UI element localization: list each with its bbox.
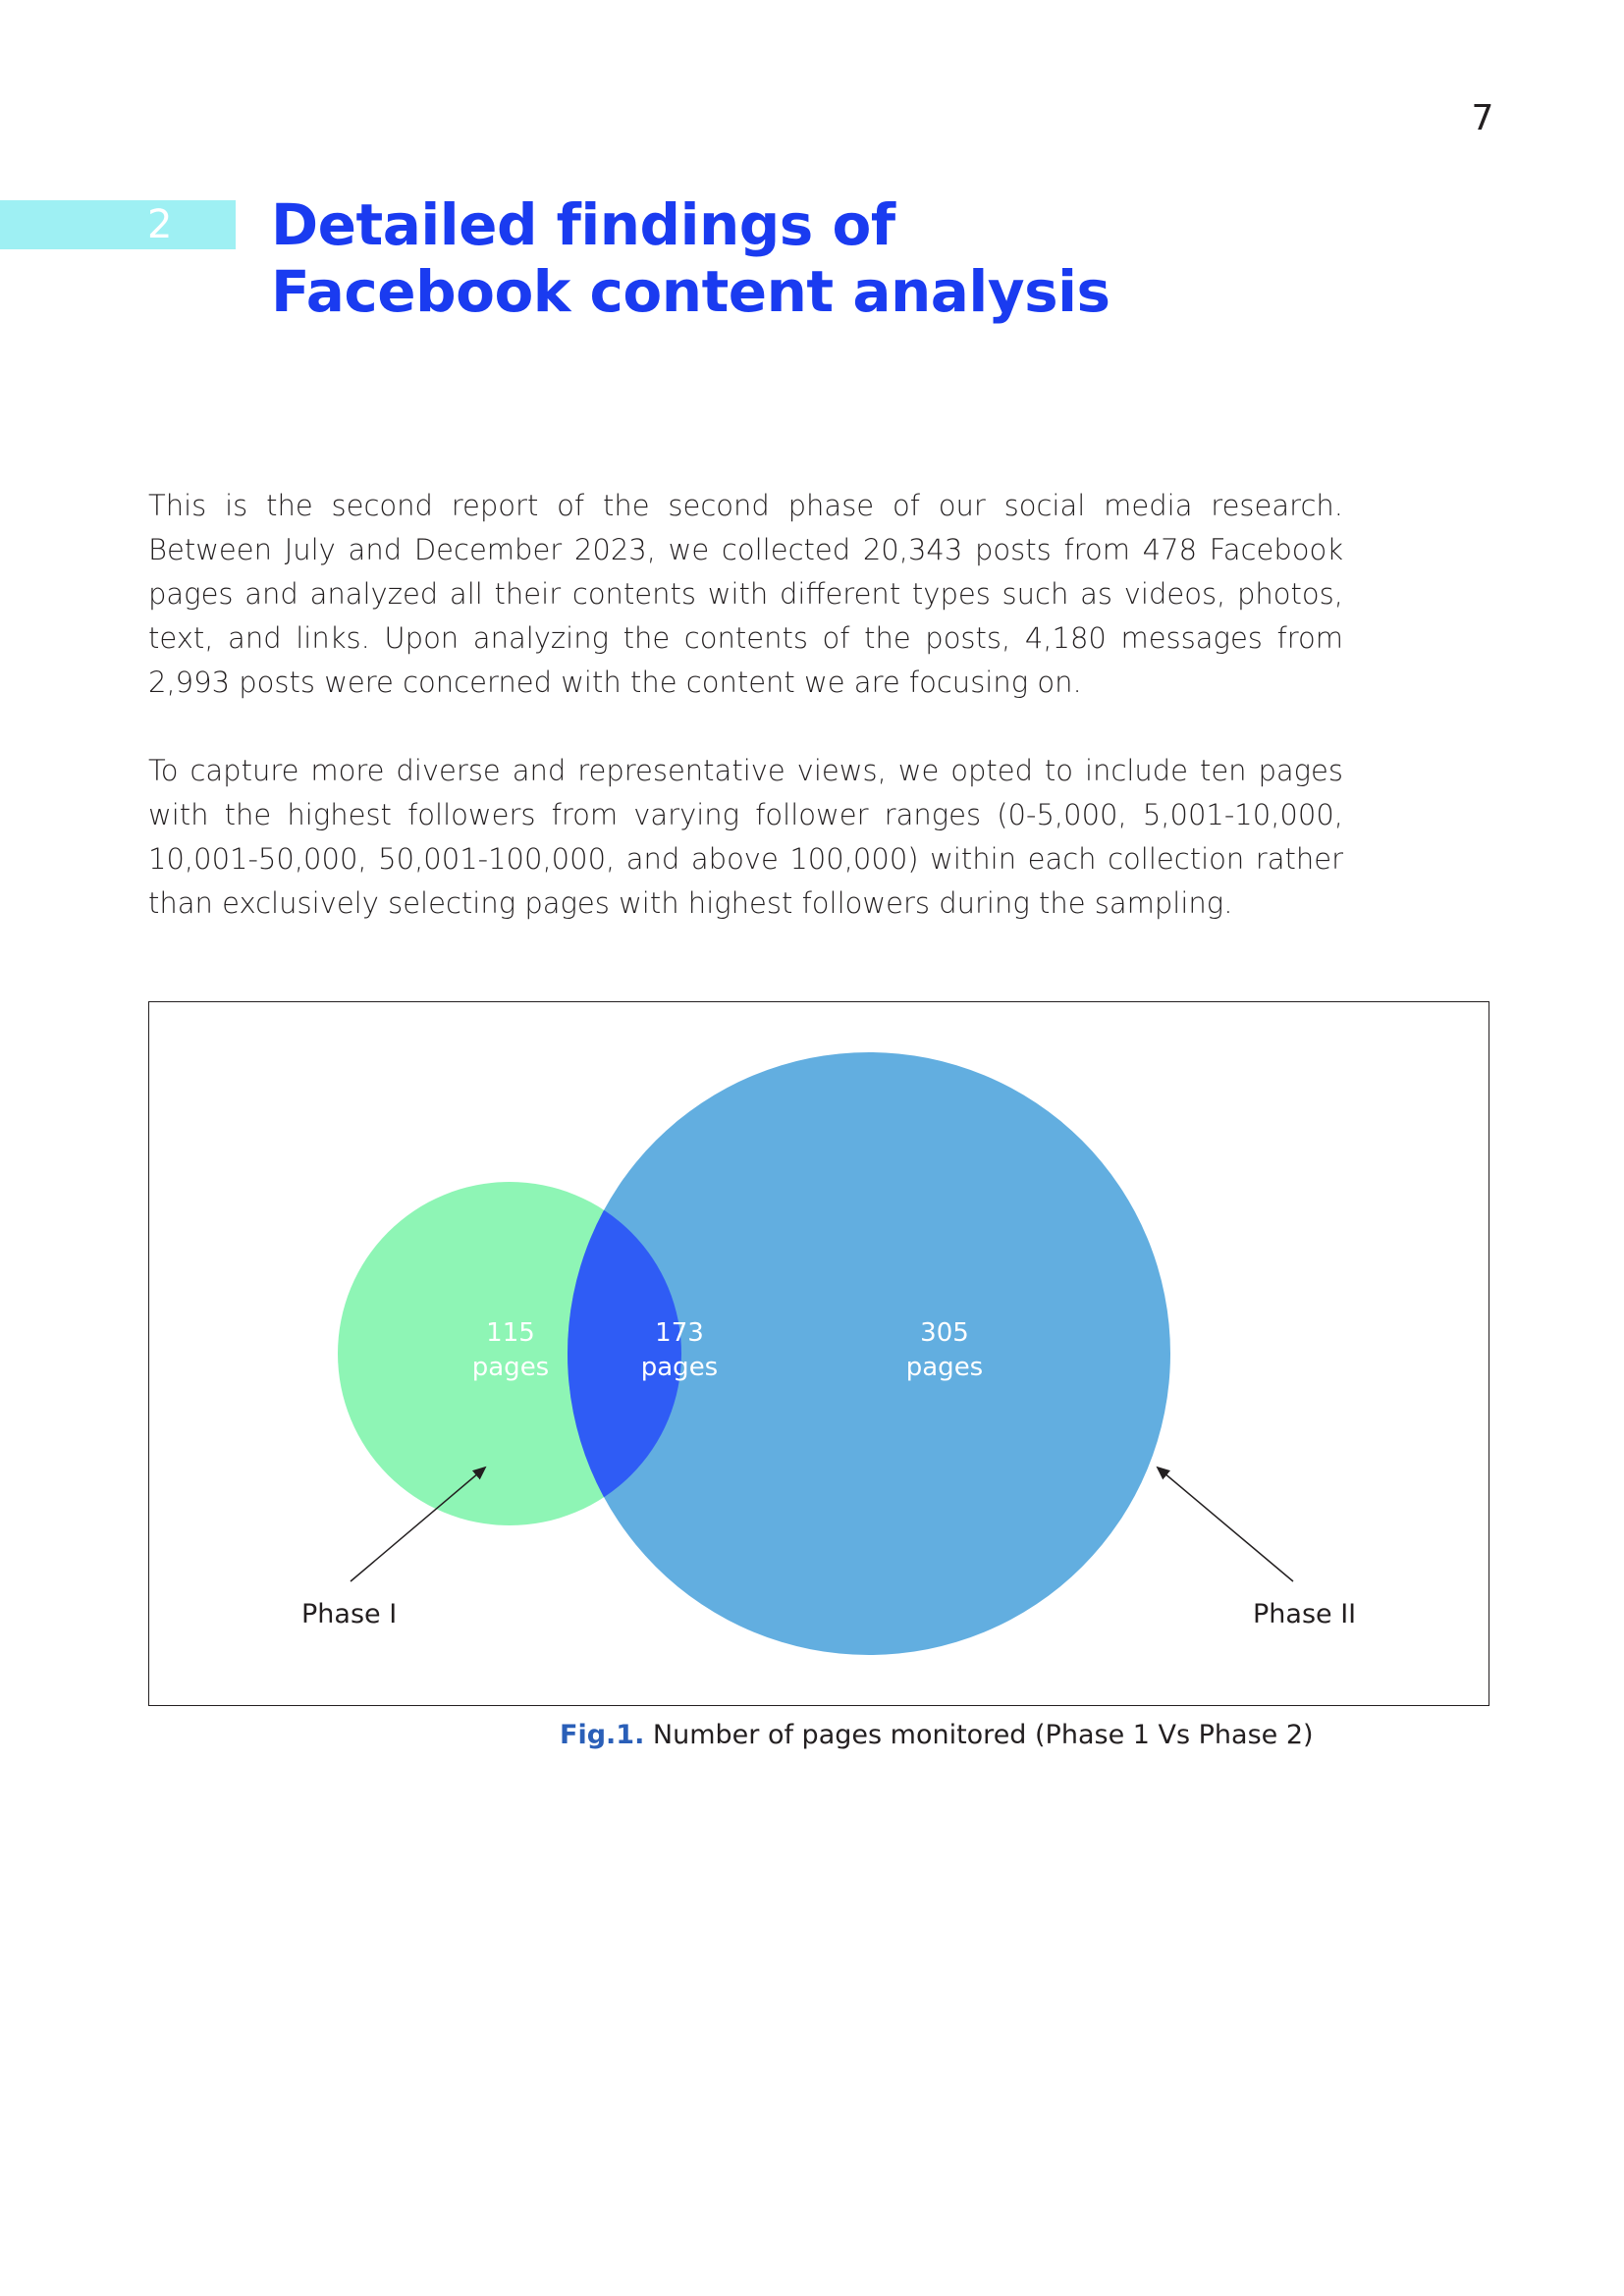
section-number-bar [0, 200, 236, 249]
phase2-only-unit: pages [905, 1353, 984, 1382]
phase1-label: Phase I [301, 1599, 398, 1629]
phase1-only-count: 115 [486, 1318, 535, 1348]
overlap-unit: pages [640, 1353, 719, 1382]
section-title-line-1: Detailed findings of [271, 191, 895, 258]
figure-caption-text: Number of pages monitored (Phase 1 Vs Phase 2) [644, 1720, 1314, 1750]
section-title-line-2: Facebook content analysis [271, 258, 1110, 325]
body-paragraph-1: This is the second report of the second phase of our social media research. Between July and December 2023, we collected 20,343 posts from 478 Facebook pages and analyzed all their contents with different types such as videos, photos, text, and links. Upon analyzing the contents of the posts, 4,180 messages from 2,993 posts were concerned with the content we are focusing on. [148, 489, 1343, 699]
phase2-label: Phase II [1253, 1599, 1357, 1629]
figure-caption [0, 1720, 1624, 1750]
overlap-count: 173 [655, 1318, 704, 1348]
figure-caption-label: Fig.1. [560, 1720, 645, 1750]
body-paragraph-2: To capture more diverse and representative views, we opted to include ten pages with the highest followers from varying follower ranges (0-5,000, 5,001-10,000, 10,001-50,000, 50,001-100,000, and above 100,000) within each collection rather than exclusively selecting pages with highest followers during the sampling. [148, 754, 1343, 920]
phase1-only-unit: pages [471, 1353, 550, 1382]
page-number: 7 [1471, 98, 1494, 138]
venn-diagram [149, 1002, 1490, 1707]
section-number: 2 [147, 202, 173, 247]
venn-figure [148, 1001, 1489, 1706]
phase2-only-count: 305 [920, 1318, 969, 1348]
section-title [271, 191, 1110, 325]
phase2-arrow [1158, 1468, 1293, 1581]
